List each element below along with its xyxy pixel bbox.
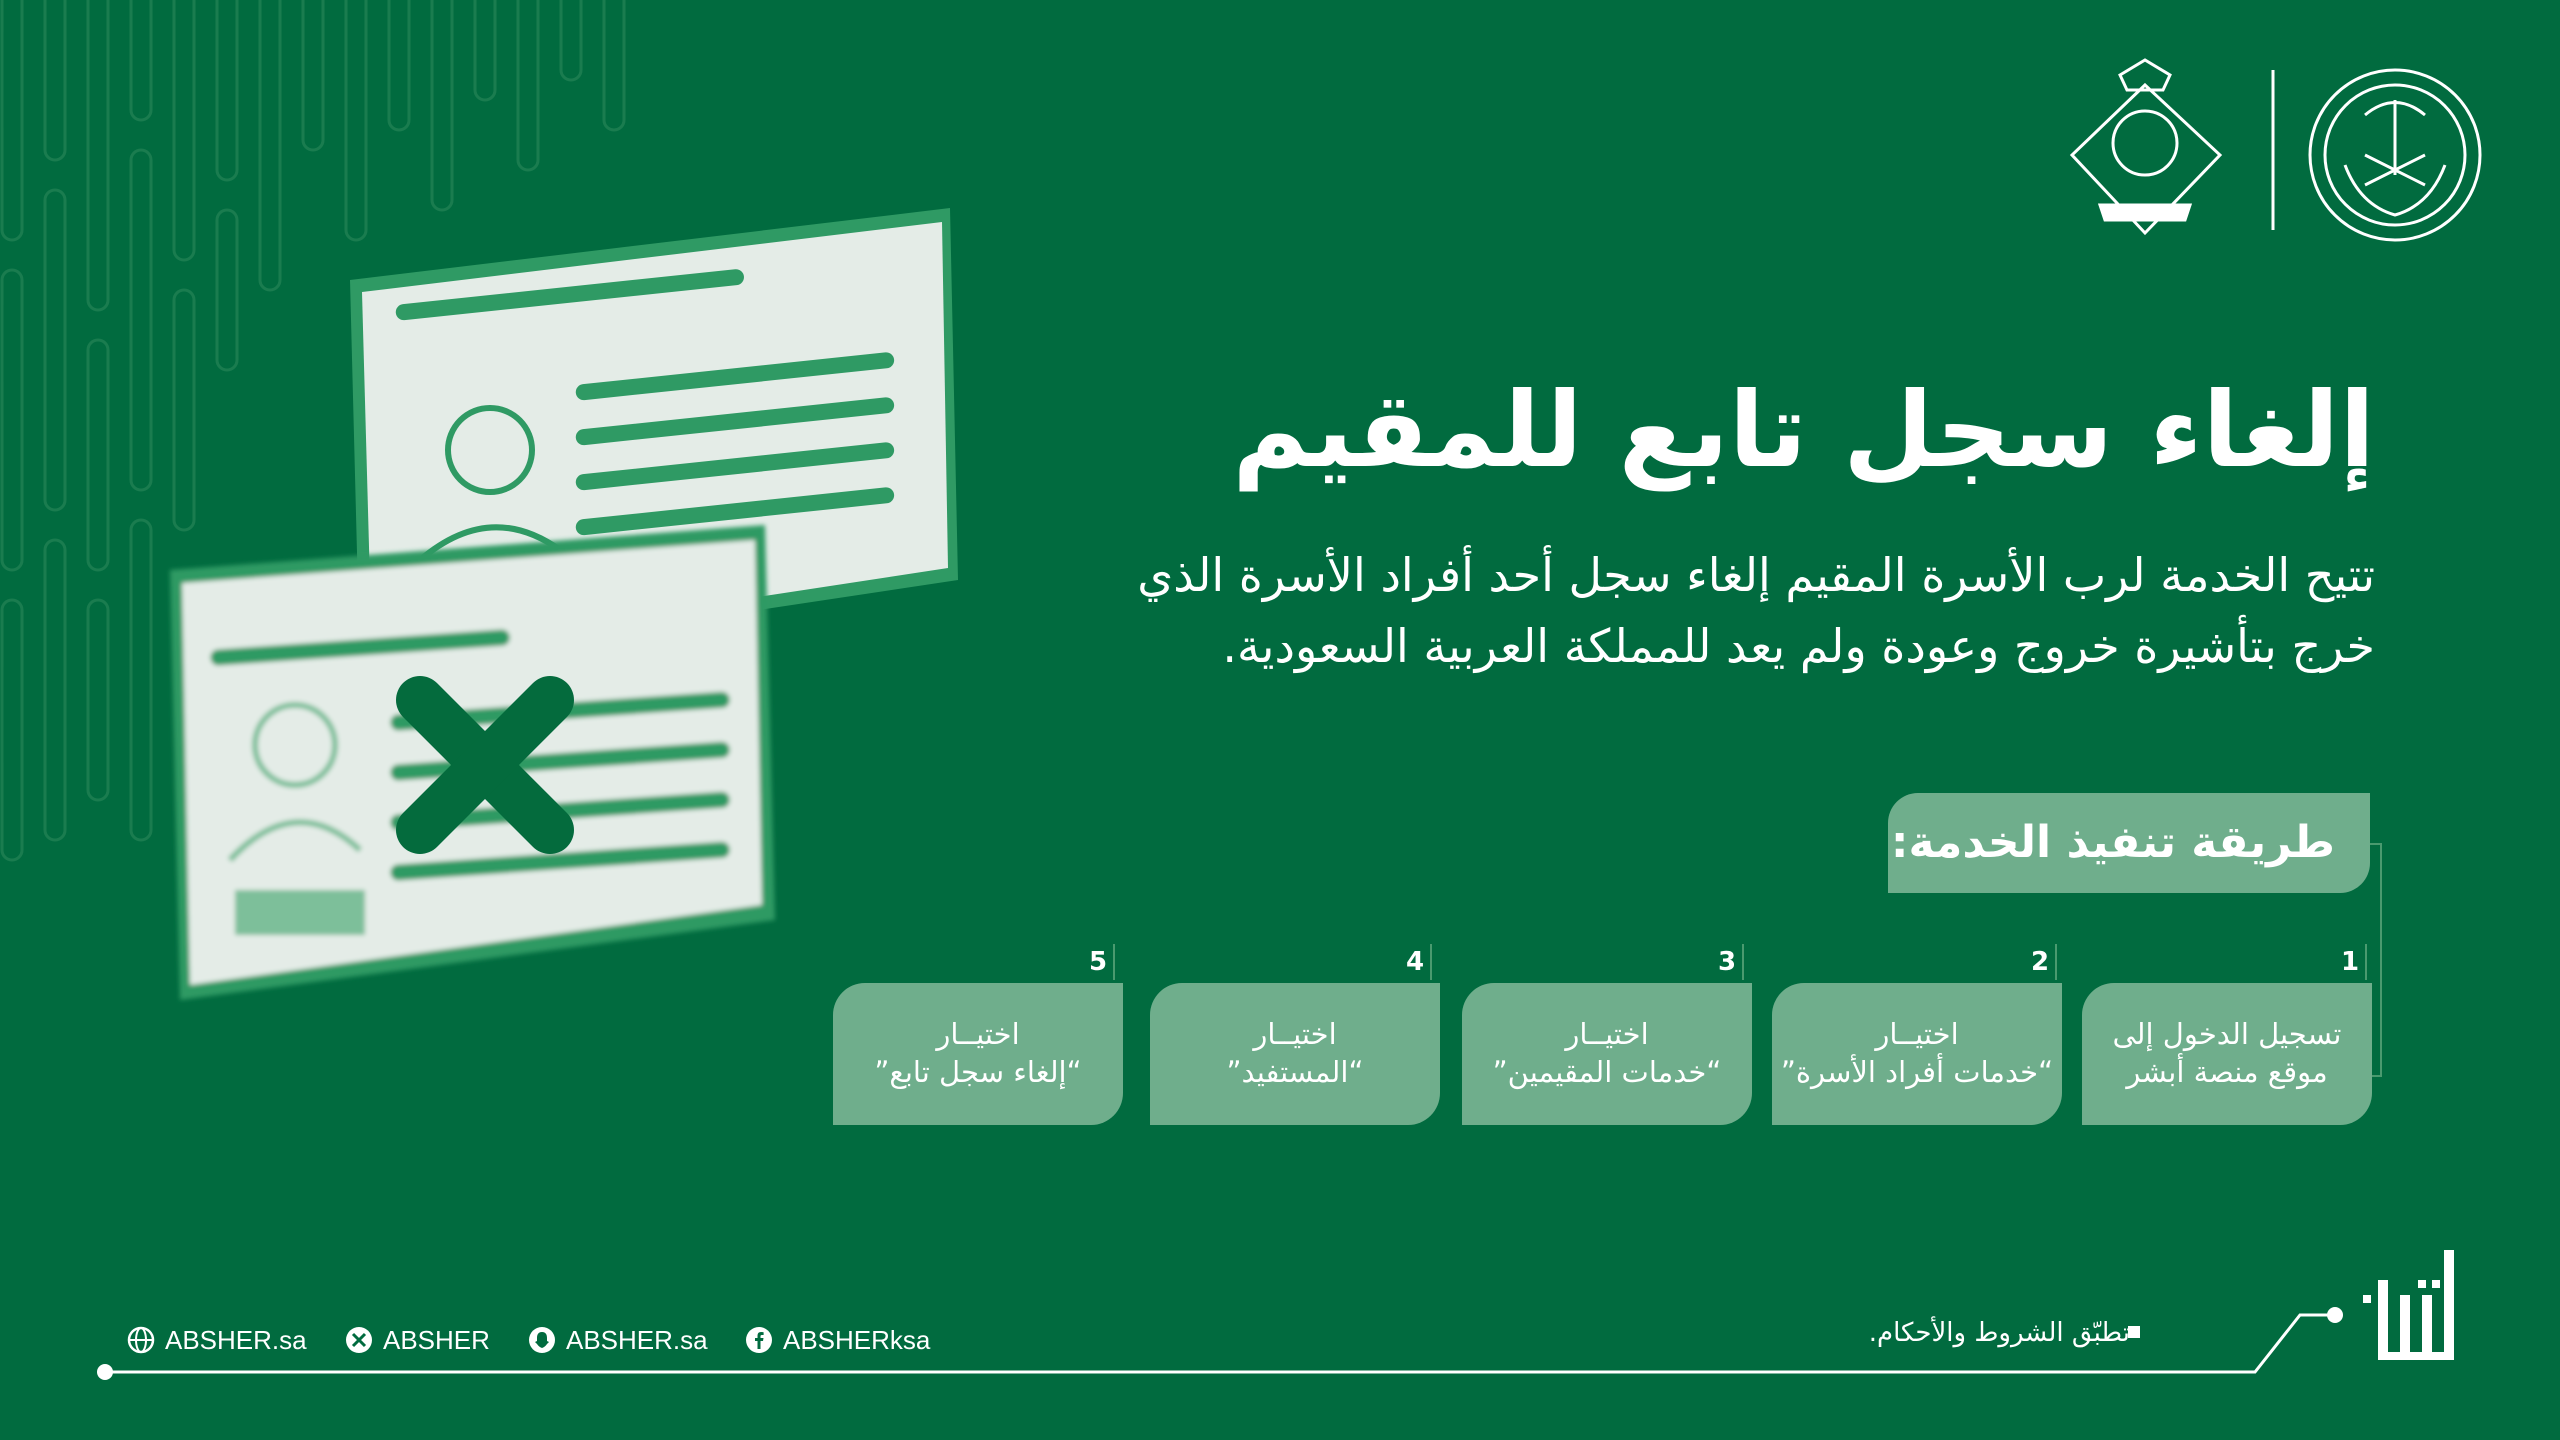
step-number-1: 1 [2335,944,2367,980]
step-3-line-1: اختيــار [1565,1017,1649,1052]
step-card-5 [833,983,1123,1125]
description-line-2: خرج بتأشيرة خروج وعودة ولم يعد للمملكة العربية السعودية. [1222,619,2375,674]
globe-icon [127,1326,155,1354]
step-3-line-2: “خدمات المقيمين” [1492,1055,1722,1089]
step-1-line-1: تسجيل الدخول إلى [2112,1017,2342,1052]
step-2-line-1: اختيــار [1875,1017,1959,1052]
social-x[interactable] [345,1322,490,1358]
step-card-4 [1150,983,1440,1125]
step-number-3: 3 [1712,944,1744,980]
step-4-line-1: اختيــار [1253,1017,1337,1052]
social-facebook[interactable] [745,1322,930,1358]
step-card-2 [1772,983,2062,1125]
step-5-line-1: اختيــار [936,1017,1020,1052]
service-description [975,540,2375,683]
absher-logo [2358,1240,2468,1370]
government-logos [2060,55,2500,245]
social-website-label: ABSHER.sa [165,1324,307,1355]
method-label: طريقة تنفيذ الخدمة: [1890,817,2335,868]
terms-text: تطبّق الشروط والأحكام. [1868,1318,2130,1348]
step-number-4: 4 [1400,944,1432,980]
x-icon [345,1326,373,1354]
social-snapchat-label: ABSHER.sa [566,1324,708,1355]
step-number-2: 2 [2025,944,2057,980]
id-cards-illustration [150,200,970,1020]
step-2-line-2: “خدمات أفراد الأسرة” [1780,1055,2054,1089]
social-snapchat[interactable] [528,1322,708,1358]
step-card-1 [2082,983,2372,1125]
step-card-3 [1462,983,1752,1125]
step-number-5: 5 [1083,944,1115,980]
step-4-line-2: “المستفيد” [1226,1055,1364,1089]
social-website[interactable] [127,1322,307,1358]
facebook-icon [745,1326,773,1354]
social-facebook-label: ABSHERksa [783,1324,931,1355]
step-5-line-2: “إلغاء سجل تابع” [874,1055,1082,1089]
step-1-line-2: موقع منصة أبشر [2126,1055,2328,1089]
description-line-1: تتيح الخدمة لرب الأسرة المقيم إلغاء سجل أحد أفراد الأسرة الذي [1137,548,2375,602]
passports-emblem [2072,60,2220,233]
snapchat-icon [528,1326,556,1354]
ministry-emblem [2310,70,2480,240]
page-title: إلغاء سجل تابع للمقيم [1232,369,2375,491]
social-x-label: ABSHER [383,1324,490,1355]
method-header [1888,793,2370,893]
